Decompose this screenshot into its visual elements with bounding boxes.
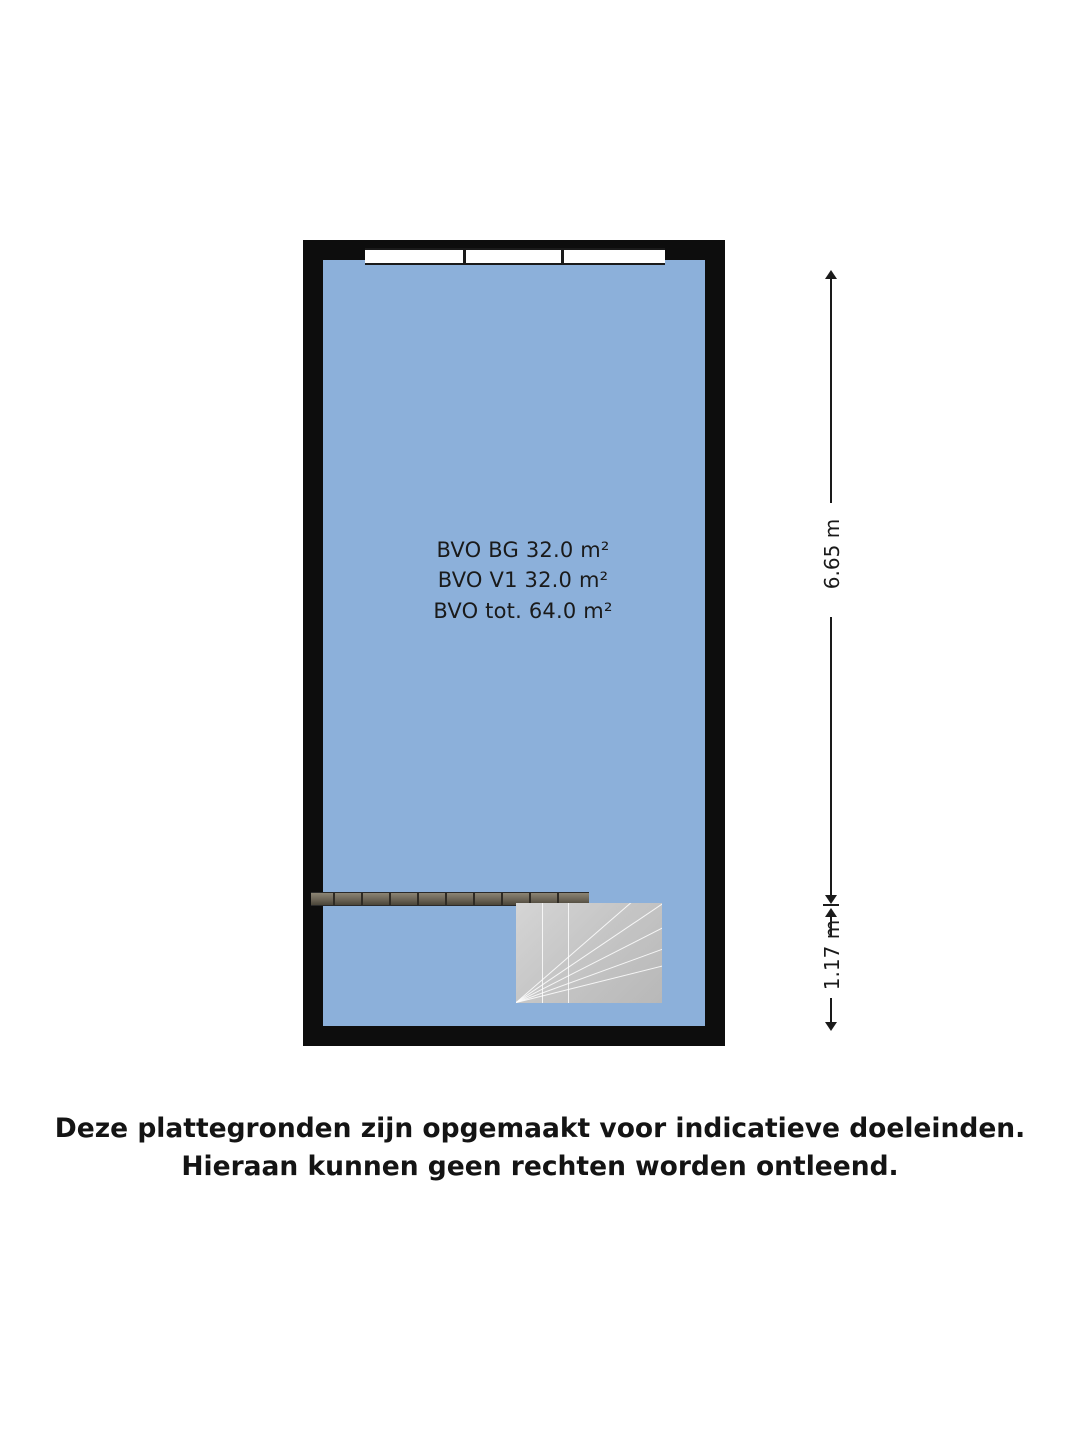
dimension-tick (823, 904, 839, 906)
stair-step (473, 893, 475, 905)
dimension-label-main: 6.65 m (820, 518, 845, 590)
disclaimer-line-1: Deze plattegronden zijn opgemaakt voor indicatieve doeleinden. (54, 1113, 1026, 1144)
dimension-arrow-down (825, 895, 837, 904)
stair-step (333, 893, 335, 905)
window-icon (365, 248, 665, 265)
stair-step (389, 893, 391, 905)
area-label-group (373, 535, 673, 626)
dimension-line (830, 998, 832, 1022)
stair-step (361, 893, 363, 905)
dimension-line (830, 278, 832, 503)
window-mullion (561, 250, 564, 263)
dimension-arrow-down (825, 1022, 837, 1031)
floor-plan (303, 240, 725, 1046)
area-label-bg: BVO BG 32.0 m² (436, 538, 610, 562)
dimension-column (815, 240, 885, 1046)
stair-step (445, 893, 447, 905)
dimension-line (830, 617, 832, 895)
stair-step (501, 893, 503, 905)
door-swing-arc (516, 903, 662, 1003)
window-mullion (463, 250, 466, 263)
area-label-v1: BVO V1 32.0 m² (437, 568, 609, 593)
stair-step (417, 893, 419, 905)
disclaimer-line-2: Hieraan kunnen geen rechten worden ontleend. (181, 1151, 899, 1183)
disclaimer-text (0, 1110, 1080, 1187)
dimension-label-lower: 1.17 m (820, 919, 845, 991)
overhead-door-icon (516, 903, 662, 1003)
area-label-total: BVO tot. 64.0 m² (433, 598, 613, 623)
